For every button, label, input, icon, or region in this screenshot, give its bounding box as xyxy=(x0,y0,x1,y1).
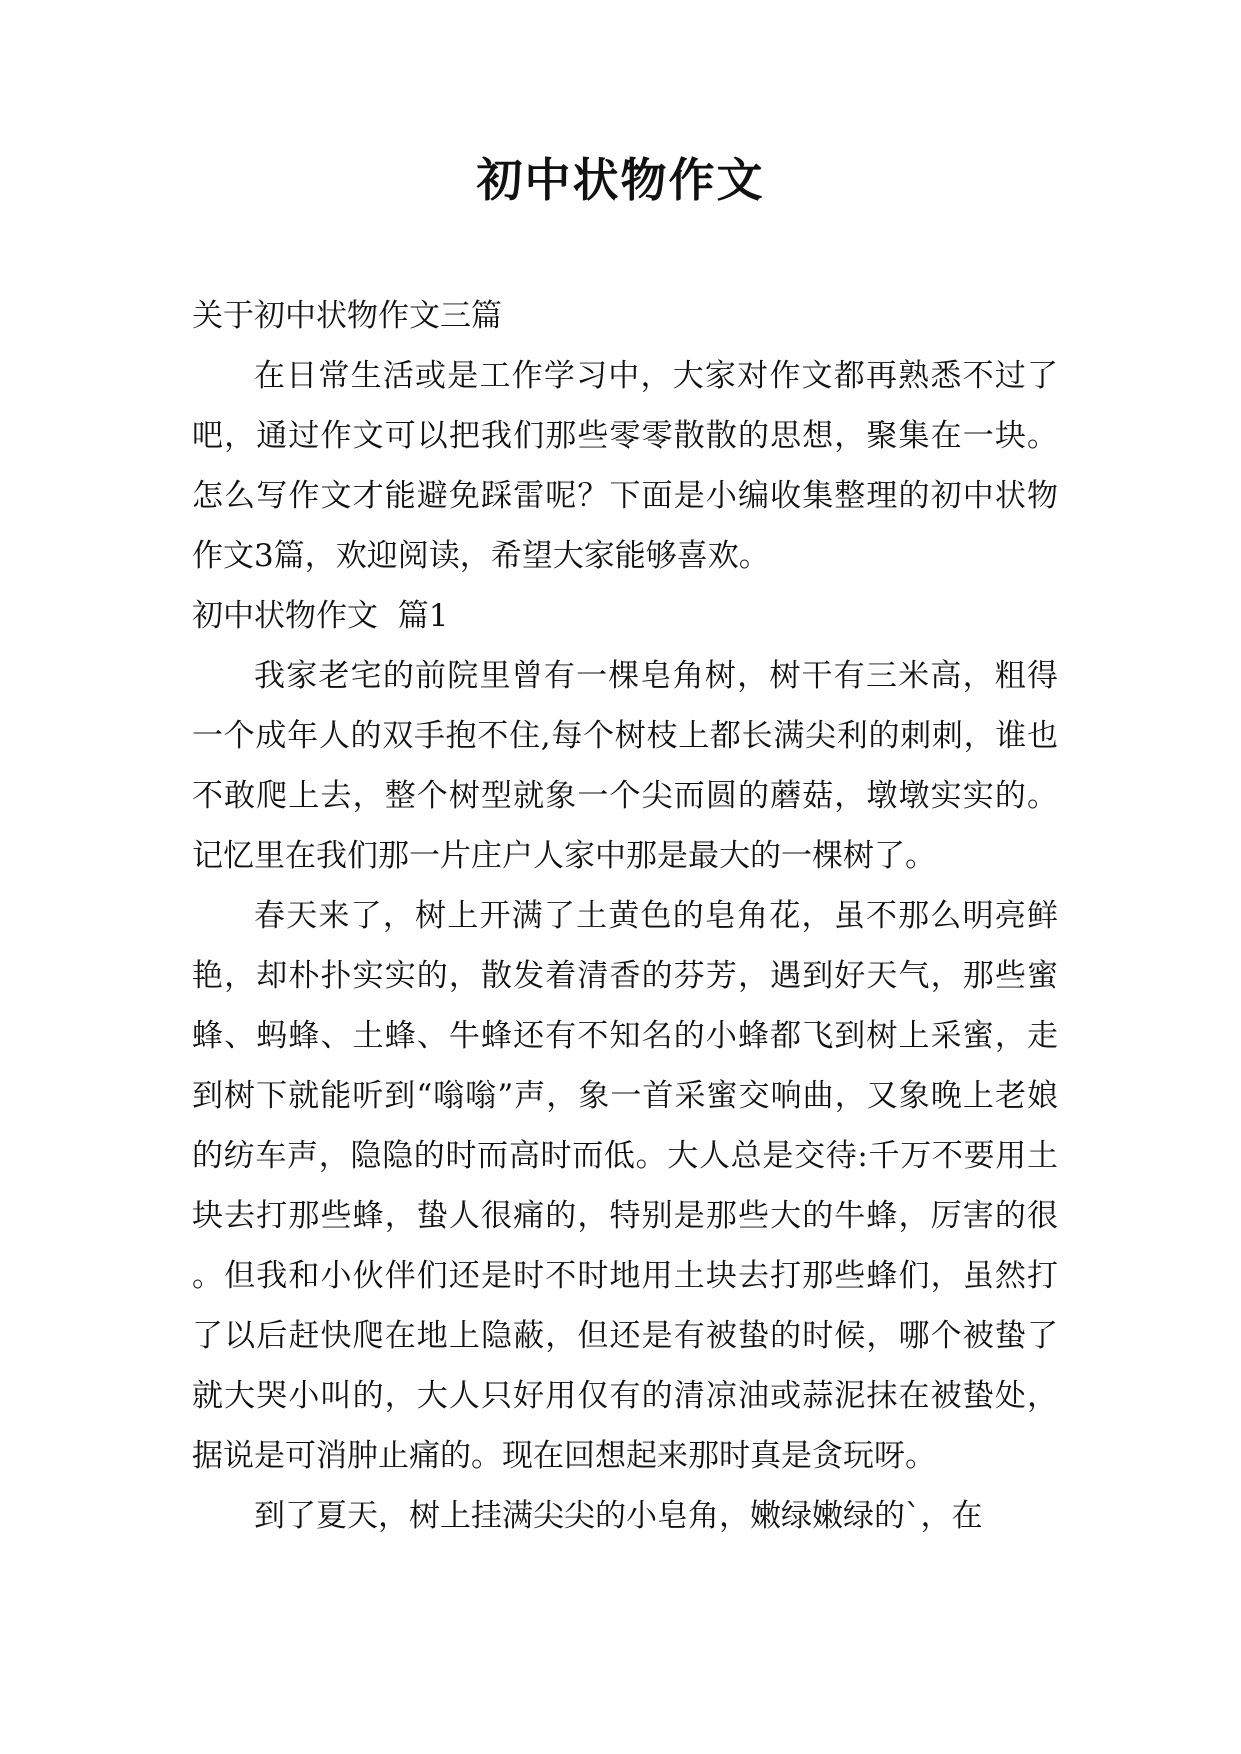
paragraph: 在日常生活或是工作学习中，大家对作文都再熟悉不过了吧，通过作文可以把我们那些零零散散的思想，聚集在一块。怎么写作文才能避免踩雷呢？下面是小编收集整理的初中状物作文3篇，欢迎阅读，希望大家能够喜欢。 xyxy=(192,358,1058,574)
paragraph: 春天来了，树上开满了土黄色的皂角花，虽不那么明亮鲜艳，却朴扑实实的，散发着清香的芬芳，遇到好天气，那些蜜蜂、蚂蜂、土蜂、牛蜂还有不知名的小蜂都飞到树上采蜜，走到树下就能听到“嗡嗡”声，象一首采蜜交响曲，又象晚上老娘的纺车声，隐隐的时而高时而低。大人总是交待:千万不要用土块去打那些蜂，蛰人很痛的，特别是那些大的牛蜂，厉害的很。但我和小伙伴们还是时不时地用土块去打那些蜂们，虽然打了以后赶快爬在地上隐蔽，但还是有被蛰的时候，哪个被蛰了就大哭小叫的，大人只好用仅有的清凉油或蒜泥抹在被蛰处，据说是可消肿止痛的。现在回想起来那时真是贪玩呀。 xyxy=(192,898,1058,1474)
document-body xyxy=(192,286,1058,1546)
paragraph: 我家老宅的前院里曾有一棵皂角树，树干有三米高，粗得一个成年人的双手抱不住,每个树枝上都长满尖利的刺刺，谁也不敢爬上去，整个树型就象一个尖而圆的蘑菇，墩墩实实的。记忆里在我们那一片庄户人家中那是最大的一棵树了。 xyxy=(192,658,1058,874)
section-heading: 关于初中状物作文三篇 xyxy=(192,298,502,334)
document-title: 初中状物作文 xyxy=(476,153,765,207)
section-heading: 初中状物作文 篇1 xyxy=(192,598,449,634)
paragraph: 到了夏天，树上挂满尖尖的小皂角，嫩绿嫩绿的`，在 xyxy=(254,1498,983,1534)
